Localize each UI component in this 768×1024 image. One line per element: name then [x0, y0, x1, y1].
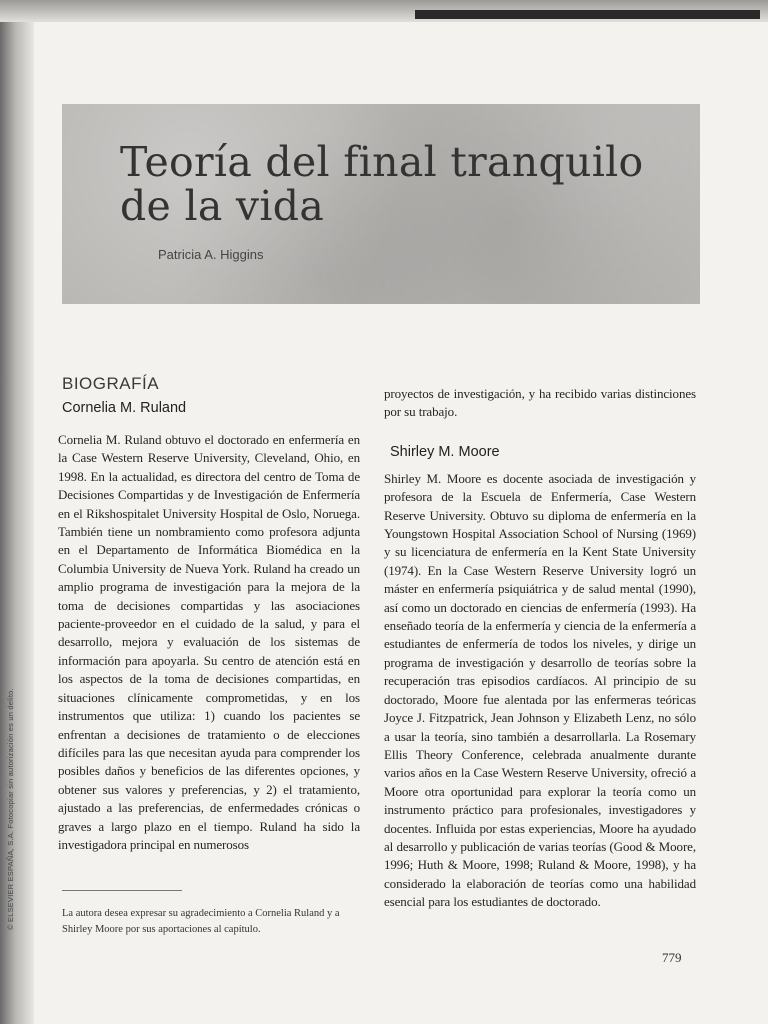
page-number: 779: [662, 950, 682, 965]
right-column: [384, 385, 696, 912]
chapter-title: Teoría del final tranquilo de la vida: [120, 138, 644, 230]
left-column: [58, 431, 360, 854]
footnote: La autora desea expresar su agradecimiento a Cornelia Ruland y a Shirley Moore por sus aportaciones al capítulo.: [62, 908, 340, 935]
moore-biography: Shirley M. Moore es docente asociada de investigación y profesora de la Escuela de Enfermería, Case Western Reserve University. Obtuvo su diploma de enfermería en la Youngstown Hospital Association School of Nursing (1969) y su licenciatura de enfermería en la Kent State University (1974). En la Case Western Reserve University logró un máster en enfermería psiquiátrica y de salud mental (1990), así como un doctorado en ciencias de enfermería (1993). Ha enseñado teoría de la enfermería y ciencia de la enfermería a estudiantes de enfermería de todos los niveles, y dirige un programa de investigación y desarrollo de teorías sobre la recuperación tras episodios cardíacos. Al principio de su doctorado, Moore fue alentada por las enfermeras teóricas Joyce J. Fitzpatrick, Jean Johnson y Elizabeth Lenz, no sólo a usar la teoría, sino también a desarrollarla. La Rosemary Ellis Theory Conference, celebrada anualmente durante varios años en la Case Western Reserve University, ofreció a Moore otra oportunidad para explorar la teoría como un instrumento práctico para profesionales, investigadores y docentes. Influida por estas experiencias, Moore ha ayudado al desarrollo y publicación de varias teorías (Good & Moore, 1996; Huth & Moore, 1998; Ruland & Moore, 1998), y ha considerado la elaboración de teorías como una habilidad esencial para los estudiantes de doctorado.: [384, 470, 696, 910]
ruland-biography-continuation: proyectos de investigación, y ha recibido varias distinciones por su trabajo.: [384, 386, 696, 420]
ruland-heading: Cornelia M. Ruland: [62, 400, 187, 416]
section-heading: BIOGRAFÍA: [62, 374, 160, 393]
ruland-biography: Cornelia M. Ruland obtuvo el doctorado en enfermería en la Case Western Reserve University, Cleveland, Ohio, en 1998. En la actualidad, es directora del centro de Toma de Decisiones Compartidas y de Investigación de Enfermería en el Rikshospitalet University Hospital de Oslo, Noruega. También tiene un nombramiento como profesora adjunta en el Departamento de Informática Biomédica en la Columbia University de Nueva York. Ruland ha creado un amplio programa de investigación para la mejora de la toma de decisiones compartidas y las asociaciones paciente-proveedor en el cuidado de la salud, y para el desarrollo, mejora y evaluación de los sistemas de información para apoyarla. Su centro de atención está en los aspectos de la toma de decisiones compartidas, en situaciones clínicamente comprometidas, y en los instrumentos que utiliza: 1) cuando los pacientes se enfrentan a decisiones de tratamiento o de elecciones difíciles para las que necesitan ayuda para comprender los posibles daños y beneficios de las diferentes opciones, y obtener sus valores y preferencias, y 2) el tratamiento, ajustado a las preferencias, de enfermedades crónicas o graves a largo plazo en el tiempo. Ruland ha sido la investigadora principal en numerosos: [58, 432, 360, 852]
copyright-side-note: © ELSEVIER ESPAÑA, S.A. Fotocopiar sin autorización es un delito.: [6, 688, 15, 930]
moore-heading: Shirley M. Moore: [390, 443, 500, 460]
chapter-author: Patricia A. Higgins: [158, 247, 264, 262]
footnote-divider: [62, 890, 182, 891]
header-rule: [415, 10, 760, 19]
